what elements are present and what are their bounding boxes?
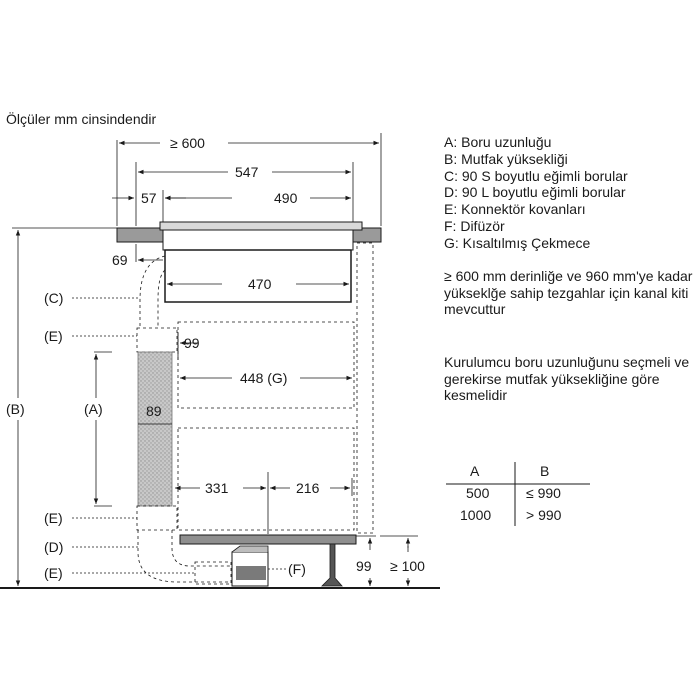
callout-a: (A) xyxy=(84,401,103,417)
dim-216: 216 xyxy=(296,480,320,496)
plinth-board xyxy=(180,535,356,544)
table-cell-b1: ≤ 990 xyxy=(526,485,561,501)
dim-100-base: ≥ 100 xyxy=(390,558,425,574)
pipe-elbow-c xyxy=(140,256,165,328)
cabinet-outline xyxy=(357,243,373,533)
cooktop-body xyxy=(163,230,353,250)
drawer-lower xyxy=(178,428,354,530)
callout-d: (D) xyxy=(44,539,64,555)
table-header-b: B xyxy=(540,463,550,479)
connector-e-mid xyxy=(137,506,177,530)
table-cell-b2: > 990 xyxy=(526,507,562,523)
callout-e-bottom: (E) xyxy=(44,565,63,581)
pipe-a xyxy=(138,352,172,506)
callout-e-mid: (E) xyxy=(44,510,63,526)
kit-note: ≥ 600 mm derinliğe ve 960 mm'ye kadar yükseklğe sahip tezgahlar için kanal kiti mevcuttur xyxy=(444,268,693,317)
diffuser-top xyxy=(232,546,268,552)
connector-e-bottom xyxy=(195,562,231,584)
dim-448-g: 448 (G) xyxy=(240,370,288,386)
legend-item-e: E: Konnektör kovanları xyxy=(444,201,586,218)
dim-89: 89 xyxy=(146,403,162,419)
callout-c: (C) xyxy=(44,290,64,306)
legend-item-b: B: Mutfak yüksekliği xyxy=(444,150,568,167)
installer-note: Kurulumcu boru uzunluğunu seçmeli ve gerekirse mutfak yüksekliğine göre kesmelidir xyxy=(444,354,690,403)
dim-331: 331 xyxy=(205,480,229,496)
dim-57: 57 xyxy=(141,190,157,206)
table-cell-a2: 1000 xyxy=(460,507,492,523)
callout-b: (B) xyxy=(6,401,25,417)
dim-99-upper: 99 xyxy=(184,335,200,351)
units-caption: Ölçüler mm cinsindendir xyxy=(6,111,157,127)
legend-item-c: C: 90 S boyutlu eğimli borular xyxy=(444,167,628,184)
drawer-upper xyxy=(178,322,354,408)
table-cell-a1: 500 xyxy=(466,485,490,501)
dim-547: 547 xyxy=(235,164,259,180)
callout-e-top: (E) xyxy=(44,328,63,344)
legend-list xyxy=(444,134,694,252)
dim-69: 69 xyxy=(112,252,128,268)
dim-99-base: 99 xyxy=(356,558,372,574)
dim-490: 490 xyxy=(274,190,298,206)
connector-e-top xyxy=(137,328,177,352)
callout-f: (F) xyxy=(288,561,306,577)
legend-item-g: G: Kısaltılmış Çekmece xyxy=(444,234,591,251)
table-header-a: A xyxy=(470,463,480,479)
diffuser-grille xyxy=(236,566,266,580)
legend-item-d: D: 90 L boyutlu eğimli borular xyxy=(444,184,626,201)
dim-470: 470 xyxy=(248,276,272,292)
legend-item-f: F: Difüzör xyxy=(444,217,505,234)
legend-item-a: A: Boru uzunluğu xyxy=(444,134,552,150)
cabinet-leg xyxy=(322,544,342,586)
worktop-left xyxy=(117,228,163,242)
cooktop-glass xyxy=(160,222,362,230)
dim-total-depth: ≥ 600 xyxy=(170,135,205,151)
